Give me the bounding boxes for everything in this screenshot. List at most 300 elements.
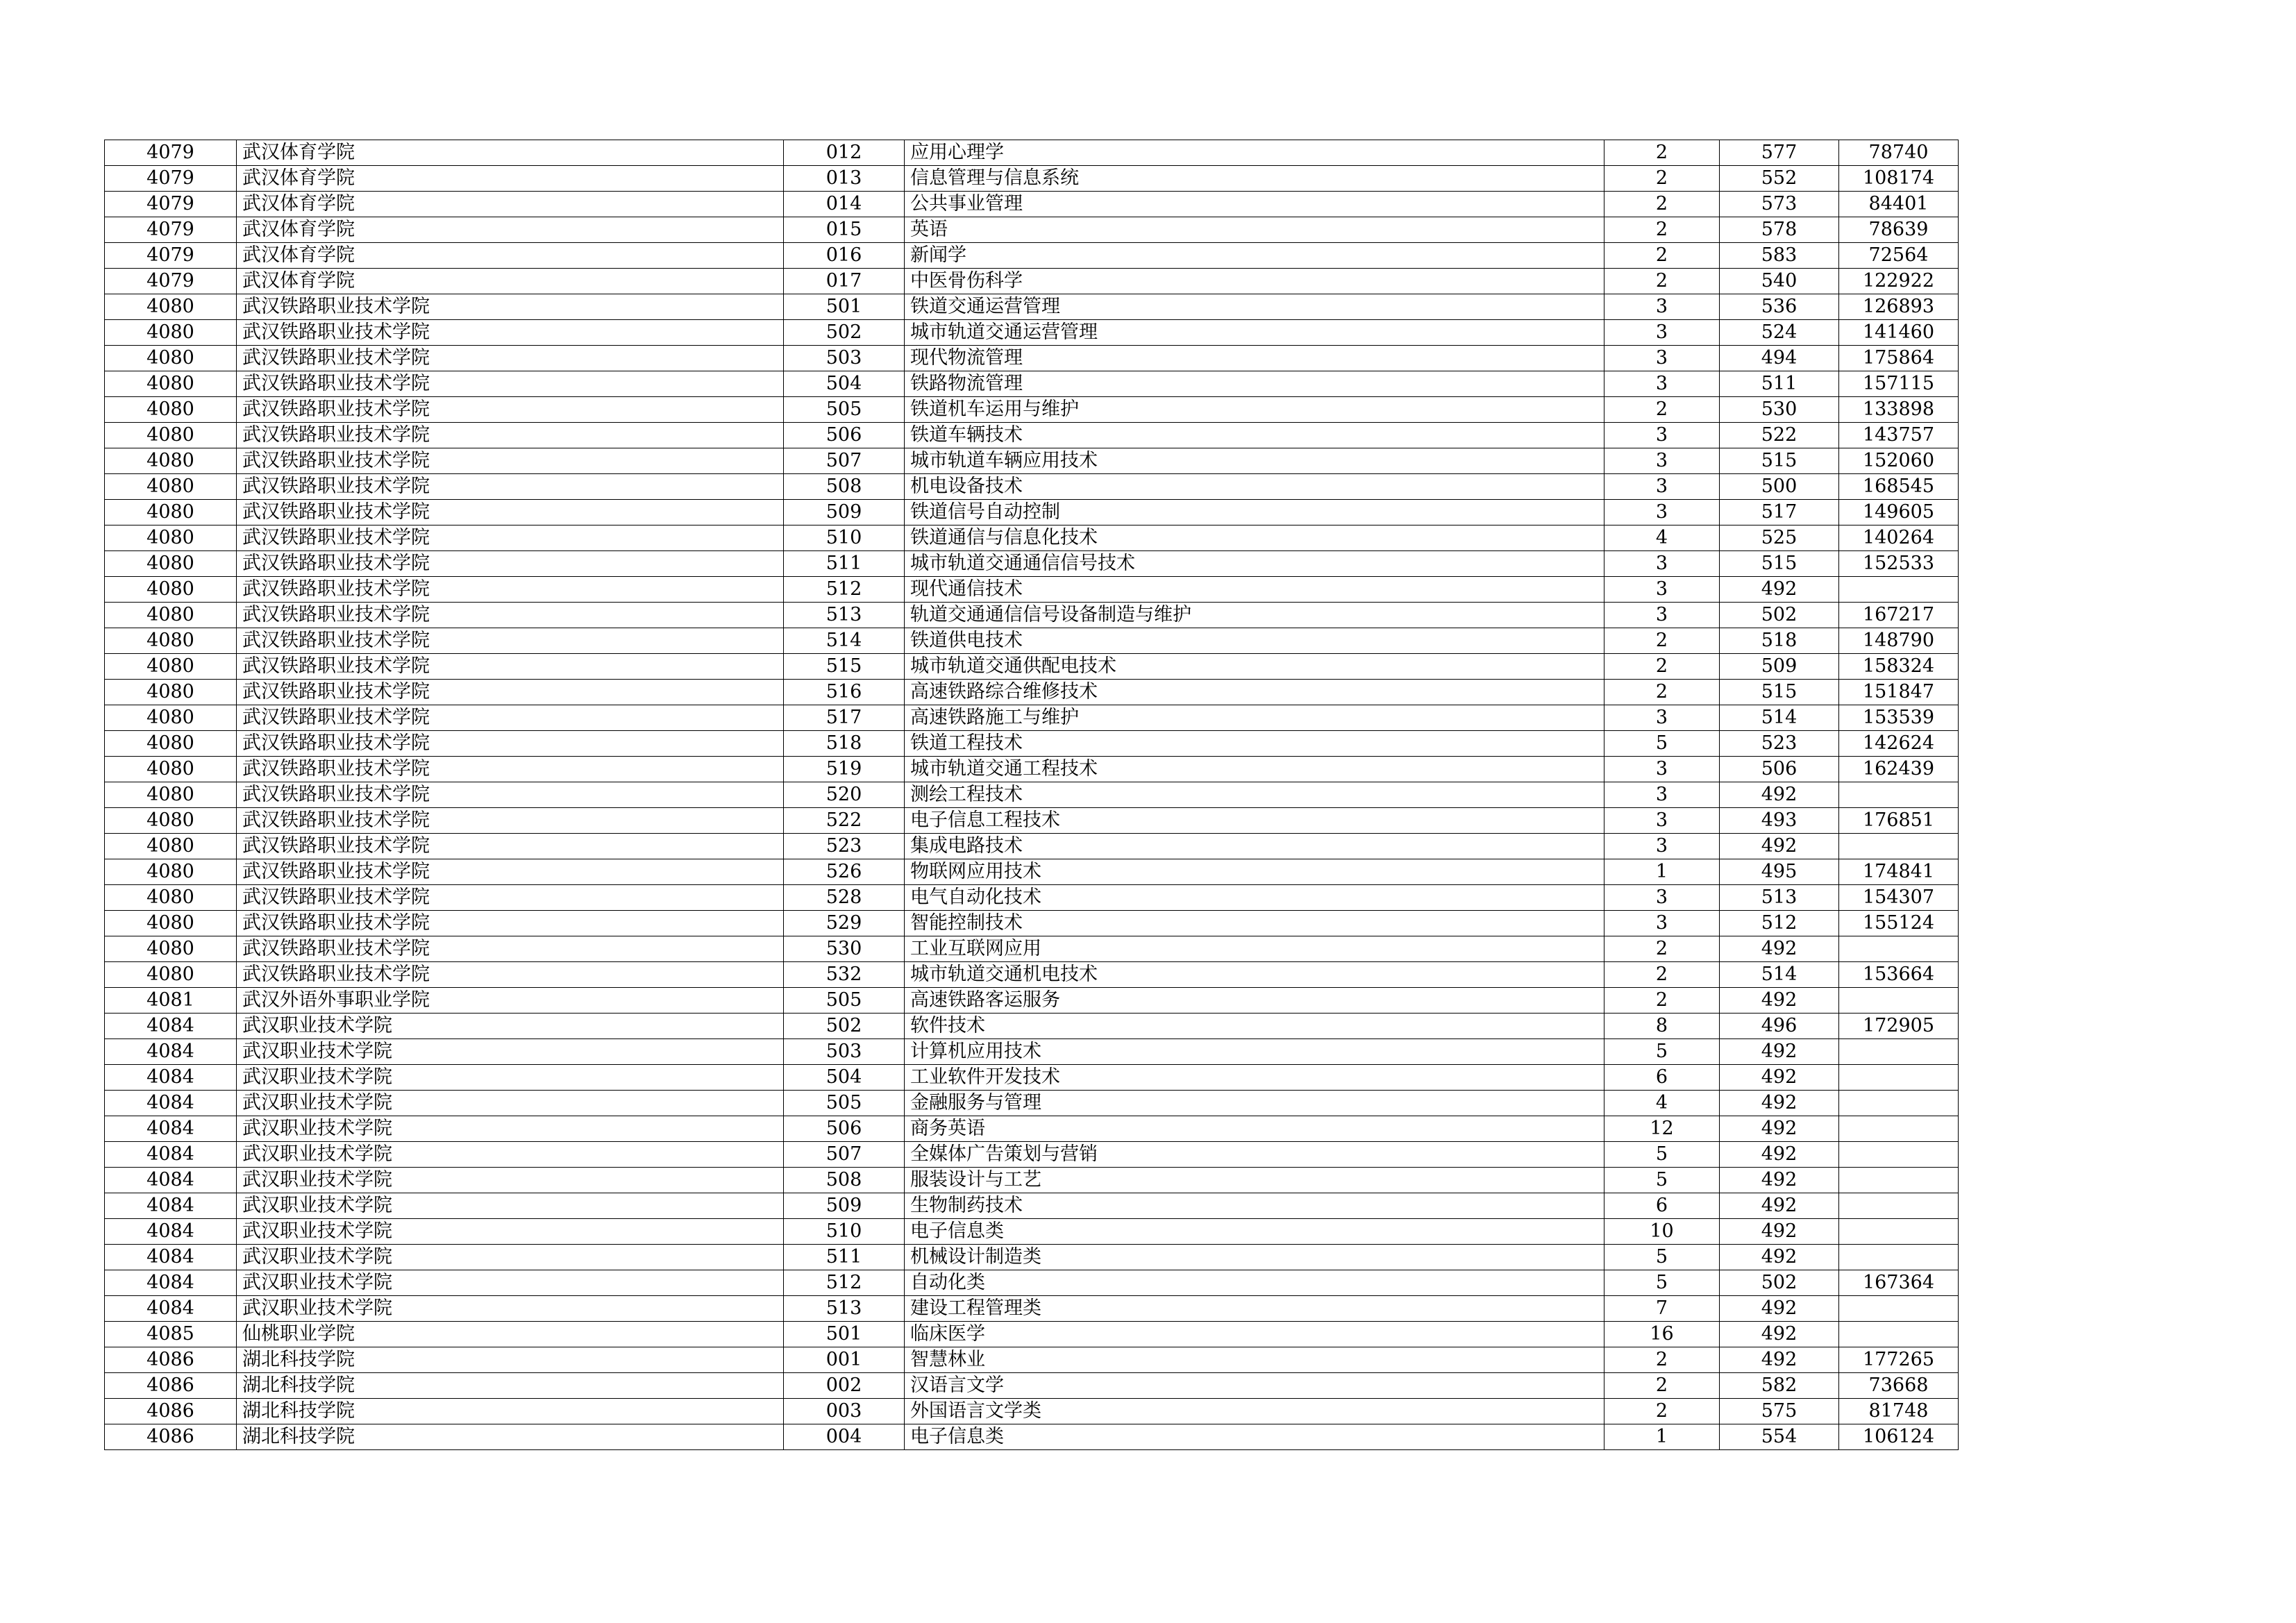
school-name-cell: 武汉铁路职业技术学院 [237, 423, 784, 448]
major-name-cell: 工业互联网应用 [905, 936, 1604, 962]
school-name-cell: 武汉铁路职业技术学院 [237, 936, 784, 962]
min-rank-cell: 175864 [1839, 346, 1959, 371]
table-row [105, 423, 1959, 448]
major-name-cell: 信息管理与信息系统 [905, 166, 1604, 192]
school-name-cell: 武汉铁路职业技术学院 [237, 577, 784, 603]
school-name-cell: 湖北科技学院 [237, 1347, 784, 1373]
table-row [105, 371, 1959, 397]
plan-count-cell: 1 [1604, 859, 1720, 885]
school-name-cell: 湖北科技学院 [237, 1373, 784, 1399]
table-row [105, 243, 1959, 269]
plan-count-cell: 2 [1604, 1347, 1720, 1373]
plan-count-cell: 3 [1604, 500, 1720, 525]
plan-count-cell: 3 [1604, 782, 1720, 808]
plan-count-cell: 2 [1604, 217, 1720, 243]
major-code-cell: 515 [784, 654, 905, 680]
min-rank-cell [1839, 1065, 1959, 1091]
min-score-cell: 502 [1720, 1270, 1839, 1296]
min-rank-cell: 154307 [1839, 885, 1959, 911]
major-code-cell: 522 [784, 808, 905, 834]
plan-count-cell: 4 [1604, 525, 1720, 551]
table-row [105, 474, 1959, 500]
table-row [105, 1245, 1959, 1270]
table-row [105, 397, 1959, 423]
major-code-cell: 509 [784, 500, 905, 525]
school-code-cell: 4086 [105, 1347, 237, 1373]
school-name-cell: 武汉体育学院 [237, 192, 784, 217]
min-rank-cell: 141460 [1839, 320, 1959, 346]
major-name-cell: 城市轨道交通工程技术 [905, 757, 1604, 782]
min-score-cell: 492 [1720, 1091, 1839, 1116]
table-row [105, 525, 1959, 551]
table-row [105, 551, 1959, 577]
plan-count-cell: 10 [1604, 1219, 1720, 1245]
major-code-cell: 505 [784, 1091, 905, 1116]
min-rank-cell: 106124 [1839, 1424, 1959, 1450]
min-rank-cell [1839, 1322, 1959, 1347]
major-code-cell: 501 [784, 1322, 905, 1347]
min-score-cell: 492 [1720, 1065, 1839, 1091]
school-code-cell: 4086 [105, 1399, 237, 1424]
min-score-cell: 495 [1720, 859, 1839, 885]
table-row [105, 1270, 1959, 1296]
min-score-cell: 517 [1720, 500, 1839, 525]
school-name-cell: 湖北科技学院 [237, 1399, 784, 1424]
school-code-cell: 4079 [105, 166, 237, 192]
plan-count-cell: 2 [1604, 1373, 1720, 1399]
plan-count-cell: 5 [1604, 1245, 1720, 1270]
school-name-cell: 武汉铁路职业技术学院 [237, 962, 784, 988]
min-score-cell: 513 [1720, 885, 1839, 911]
school-name-cell: 武汉铁路职业技术学院 [237, 859, 784, 885]
min-rank-cell: 81748 [1839, 1399, 1959, 1424]
table-row [105, 1322, 1959, 1347]
min-rank-cell: 167217 [1839, 603, 1959, 628]
min-rank-cell [1839, 936, 1959, 962]
major-code-cell: 507 [784, 448, 905, 474]
school-code-cell: 4080 [105, 577, 237, 603]
plan-count-cell: 2 [1604, 140, 1720, 166]
school-code-cell: 4080 [105, 500, 237, 525]
table-row [105, 140, 1959, 166]
plan-count-cell: 3 [1604, 320, 1720, 346]
table-row [105, 1039, 1959, 1065]
school-name-cell: 武汉铁路职业技术学院 [237, 731, 784, 757]
table-row [105, 1065, 1959, 1091]
table-row [105, 269, 1959, 294]
major-name-cell: 电子信息工程技术 [905, 808, 1604, 834]
min-score-cell: 530 [1720, 397, 1839, 423]
min-score-cell: 492 [1720, 1116, 1839, 1142]
school-name-cell: 武汉铁路职业技术学院 [237, 808, 784, 834]
school-name-cell: 武汉职业技术学院 [237, 1065, 784, 1091]
table-row [105, 962, 1959, 988]
school-code-cell: 4084 [105, 1168, 237, 1193]
major-code-cell: 002 [784, 1373, 905, 1399]
major-name-cell: 铁道信号自动控制 [905, 500, 1604, 525]
major-name-cell: 应用心理学 [905, 140, 1604, 166]
table-row [105, 294, 1959, 320]
school-name-cell: 仙桃职业学院 [237, 1322, 784, 1347]
min-score-cell: 492 [1720, 1039, 1839, 1065]
plan-count-cell: 3 [1604, 705, 1720, 731]
major-name-cell: 外国语言文学类 [905, 1399, 1604, 1424]
major-code-cell: 517 [784, 705, 905, 731]
min-score-cell: 492 [1720, 1296, 1839, 1322]
school-code-cell: 4084 [105, 1193, 237, 1219]
school-name-cell: 武汉职业技术学院 [237, 1116, 784, 1142]
plan-count-cell: 3 [1604, 603, 1720, 628]
major-name-cell: 商务英语 [905, 1116, 1604, 1142]
major-code-cell: 520 [784, 782, 905, 808]
min-rank-cell: 152060 [1839, 448, 1959, 474]
min-score-cell: 536 [1720, 294, 1839, 320]
major-name-cell: 金融服务与管理 [905, 1091, 1604, 1116]
major-name-cell: 生物制药技术 [905, 1193, 1604, 1219]
school-name-cell: 武汉铁路职业技术学院 [237, 654, 784, 680]
min-rank-cell [1839, 1168, 1959, 1193]
major-code-cell: 505 [784, 397, 905, 423]
table-row [105, 346, 1959, 371]
plan-count-cell: 5 [1604, 731, 1720, 757]
table-row [105, 936, 1959, 962]
major-code-cell: 503 [784, 346, 905, 371]
min-rank-cell [1839, 1245, 1959, 1270]
school-code-cell: 4084 [105, 1296, 237, 1322]
major-name-cell: 自动化类 [905, 1270, 1604, 1296]
school-code-cell: 4080 [105, 551, 237, 577]
school-code-cell: 4084 [105, 1245, 237, 1270]
major-code-cell: 013 [784, 166, 905, 192]
major-name-cell: 轨道交通通信信号设备制造与维护 [905, 603, 1604, 628]
min-score-cell: 509 [1720, 654, 1839, 680]
school-code-cell: 4084 [105, 1142, 237, 1168]
school-code-cell: 4079 [105, 140, 237, 166]
school-code-cell: 4084 [105, 1039, 237, 1065]
min-score-cell: 506 [1720, 757, 1839, 782]
major-name-cell: 汉语言文学 [905, 1373, 1604, 1399]
major-code-cell: 511 [784, 551, 905, 577]
school-code-cell: 4080 [105, 448, 237, 474]
major-code-cell: 501 [784, 294, 905, 320]
school-name-cell: 武汉职业技术学院 [237, 1296, 784, 1322]
major-code-cell: 015 [784, 217, 905, 243]
major-name-cell: 铁道交通运营管理 [905, 294, 1604, 320]
table-row [105, 859, 1959, 885]
major-name-cell: 机电设备技术 [905, 474, 1604, 500]
plan-count-cell: 3 [1604, 294, 1720, 320]
school-name-cell: 湖北科技学院 [237, 1424, 784, 1450]
major-code-cell: 016 [784, 243, 905, 269]
school-code-cell: 4079 [105, 217, 237, 243]
min-rank-cell: 172905 [1839, 1014, 1959, 1039]
min-rank-cell [1839, 834, 1959, 859]
min-score-cell: 492 [1720, 1193, 1839, 1219]
school-name-cell: 武汉职业技术学院 [237, 1193, 784, 1219]
table-row [105, 1168, 1959, 1193]
table-row [105, 1193, 1959, 1219]
min-score-cell: 492 [1720, 988, 1839, 1014]
major-name-cell: 电子信息类 [905, 1219, 1604, 1245]
school-code-cell: 4079 [105, 192, 237, 217]
plan-count-cell: 3 [1604, 808, 1720, 834]
min-rank-cell: 142624 [1839, 731, 1959, 757]
school-name-cell: 武汉职业技术学院 [237, 1039, 784, 1065]
major-code-cell: 001 [784, 1347, 905, 1373]
major-name-cell: 智慧林业 [905, 1347, 1604, 1373]
major-code-cell: 003 [784, 1399, 905, 1424]
school-name-cell: 武汉铁路职业技术学院 [237, 757, 784, 782]
plan-count-cell: 16 [1604, 1322, 1720, 1347]
major-code-cell: 508 [784, 1168, 905, 1193]
major-name-cell: 电子信息类 [905, 1424, 1604, 1450]
major-code-cell: 532 [784, 962, 905, 988]
plan-count-cell: 5 [1604, 1270, 1720, 1296]
plan-count-cell: 3 [1604, 551, 1720, 577]
min-rank-cell [1839, 1219, 1959, 1245]
school-name-cell: 武汉铁路职业技术学院 [237, 680, 784, 705]
plan-count-cell: 6 [1604, 1065, 1720, 1091]
plan-count-cell: 2 [1604, 988, 1720, 1014]
school-name-cell: 武汉铁路职业技术学院 [237, 885, 784, 911]
min-rank-cell: 72564 [1839, 243, 1959, 269]
table-row [105, 1399, 1959, 1424]
table-row [105, 1142, 1959, 1168]
school-name-cell: 武汉体育学院 [237, 140, 784, 166]
min-score-cell: 552 [1720, 166, 1839, 192]
school-code-cell: 4080 [105, 834, 237, 859]
min-score-cell: 514 [1720, 962, 1839, 988]
min-rank-cell [1839, 1091, 1959, 1116]
major-code-cell: 506 [784, 423, 905, 448]
min-rank-cell: 149605 [1839, 500, 1959, 525]
school-name-cell: 武汉铁路职业技术学院 [237, 500, 784, 525]
major-name-cell: 服装设计与工艺 [905, 1168, 1604, 1193]
major-name-cell: 计算机应用技术 [905, 1039, 1604, 1065]
table-row [105, 603, 1959, 628]
min-score-cell: 575 [1720, 1399, 1839, 1424]
school-name-cell: 武汉职业技术学院 [237, 1219, 784, 1245]
school-code-cell: 4079 [105, 269, 237, 294]
school-code-cell: 4086 [105, 1373, 237, 1399]
table-row [105, 1296, 1959, 1322]
min-rank-cell: 143757 [1839, 423, 1959, 448]
table-row [105, 628, 1959, 654]
table-row [105, 448, 1959, 474]
min-score-cell: 522 [1720, 423, 1839, 448]
major-code-cell: 502 [784, 320, 905, 346]
min-rank-cell [1839, 988, 1959, 1014]
plan-count-cell: 2 [1604, 962, 1720, 988]
school-name-cell: 武汉职业技术学院 [237, 1270, 784, 1296]
major-code-cell: 504 [784, 1065, 905, 1091]
min-rank-cell: 162439 [1839, 757, 1959, 782]
school-code-cell: 4080 [105, 885, 237, 911]
min-score-cell: 492 [1720, 1347, 1839, 1373]
school-code-cell: 4080 [105, 680, 237, 705]
min-rank-cell: 167364 [1839, 1270, 1959, 1296]
major-code-cell: 505 [784, 988, 905, 1014]
major-name-cell: 集成电路技术 [905, 834, 1604, 859]
major-name-cell: 智能控制技术 [905, 911, 1604, 936]
min-score-cell: 518 [1720, 628, 1839, 654]
plan-count-cell: 2 [1604, 680, 1720, 705]
table-row [105, 166, 1959, 192]
plan-count-cell: 8 [1604, 1014, 1720, 1039]
min-score-cell: 492 [1720, 1168, 1839, 1193]
school-code-cell: 4086 [105, 1424, 237, 1450]
min-rank-cell: 153539 [1839, 705, 1959, 731]
major-name-cell: 全媒体广告策划与营销 [905, 1142, 1604, 1168]
major-name-cell: 测绘工程技术 [905, 782, 1604, 808]
plan-count-cell: 2 [1604, 192, 1720, 217]
major-code-cell: 502 [784, 1014, 905, 1039]
school-code-cell: 4080 [105, 936, 237, 962]
school-name-cell: 武汉体育学院 [237, 166, 784, 192]
school-code-cell: 4080 [105, 603, 237, 628]
plan-count-cell: 2 [1604, 654, 1720, 680]
school-code-cell: 4080 [105, 757, 237, 782]
plan-count-cell: 6 [1604, 1193, 1720, 1219]
table-body [105, 140, 1959, 1450]
plan-count-cell: 3 [1604, 834, 1720, 859]
major-name-cell: 机械设计制造类 [905, 1245, 1604, 1270]
plan-count-cell: 3 [1604, 577, 1720, 603]
school-code-cell: 4080 [105, 859, 237, 885]
min-rank-cell: 151847 [1839, 680, 1959, 705]
plan-count-cell: 5 [1604, 1039, 1720, 1065]
table-row [105, 680, 1959, 705]
table-row [105, 1424, 1959, 1450]
plan-count-cell: 3 [1604, 885, 1720, 911]
school-code-cell: 4080 [105, 628, 237, 654]
min-score-cell: 582 [1720, 1373, 1839, 1399]
min-score-cell: 523 [1720, 731, 1839, 757]
major-name-cell: 中医骨伤科学 [905, 269, 1604, 294]
major-name-cell: 现代通信技术 [905, 577, 1604, 603]
school-name-cell: 武汉铁路职业技术学院 [237, 294, 784, 320]
min-rank-cell [1839, 1116, 1959, 1142]
min-rank-cell [1839, 782, 1959, 808]
table-row [105, 500, 1959, 525]
school-code-cell: 4084 [105, 1065, 237, 1091]
school-name-cell: 武汉职业技术学院 [237, 1168, 784, 1193]
major-name-cell: 城市轨道车辆应用技术 [905, 448, 1604, 474]
min-score-cell: 554 [1720, 1424, 1839, 1450]
major-name-cell: 公共事业管理 [905, 192, 1604, 217]
school-name-cell: 武汉职业技术学院 [237, 1014, 784, 1039]
school-code-cell: 4081 [105, 988, 237, 1014]
plan-count-cell: 3 [1604, 911, 1720, 936]
major-code-cell: 529 [784, 911, 905, 936]
min-score-cell: 583 [1720, 243, 1839, 269]
school-code-cell: 4080 [105, 962, 237, 988]
major-code-cell: 530 [784, 936, 905, 962]
min-score-cell: 492 [1720, 1245, 1839, 1270]
min-rank-cell: 168545 [1839, 474, 1959, 500]
major-code-cell: 504 [784, 371, 905, 397]
plan-count-cell: 3 [1604, 757, 1720, 782]
table-row [105, 1091, 1959, 1116]
school-code-cell: 4080 [105, 654, 237, 680]
min-score-cell: 502 [1720, 603, 1839, 628]
school-name-cell: 武汉铁路职业技术学院 [237, 448, 784, 474]
major-name-cell: 铁道通信与信息化技术 [905, 525, 1604, 551]
min-rank-cell: 84401 [1839, 192, 1959, 217]
table-row [105, 1373, 1959, 1399]
min-rank-cell [1839, 1039, 1959, 1065]
major-name-cell: 城市轨道交通运营管理 [905, 320, 1604, 346]
school-code-cell: 4080 [105, 294, 237, 320]
min-score-cell: 492 [1720, 577, 1839, 603]
major-code-cell: 014 [784, 192, 905, 217]
school-code-cell: 4080 [105, 705, 237, 731]
school-code-cell: 4080 [105, 320, 237, 346]
plan-count-cell: 2 [1604, 936, 1720, 962]
major-name-cell: 物联网应用技术 [905, 859, 1604, 885]
plan-count-cell: 2 [1604, 166, 1720, 192]
major-name-cell: 软件技术 [905, 1014, 1604, 1039]
major-code-cell: 516 [784, 680, 905, 705]
plan-count-cell: 3 [1604, 346, 1720, 371]
school-code-cell: 4080 [105, 911, 237, 936]
major-name-cell: 现代物流管理 [905, 346, 1604, 371]
major-code-cell: 507 [784, 1142, 905, 1168]
table-row [105, 808, 1959, 834]
major-code-cell: 017 [784, 269, 905, 294]
min-rank-cell: 158324 [1839, 654, 1959, 680]
school-code-cell: 4084 [105, 1219, 237, 1245]
major-name-cell: 英语 [905, 217, 1604, 243]
plan-count-cell: 5 [1604, 1168, 1720, 1193]
min-rank-cell [1839, 1296, 1959, 1322]
school-code-cell: 4080 [105, 808, 237, 834]
min-rank-cell: 140264 [1839, 525, 1959, 551]
school-name-cell: 武汉铁路职业技术学院 [237, 371, 784, 397]
major-code-cell: 519 [784, 757, 905, 782]
table-row [105, 320, 1959, 346]
table-row [105, 1347, 1959, 1373]
min-rank-cell: 133898 [1839, 397, 1959, 423]
major-name-cell: 工业软件开发技术 [905, 1065, 1604, 1091]
min-score-cell: 500 [1720, 474, 1839, 500]
school-name-cell: 武汉职业技术学院 [237, 1142, 784, 1168]
table-row [105, 217, 1959, 243]
school-name-cell: 武汉外语外事职业学院 [237, 988, 784, 1014]
school-name-cell: 武汉铁路职业技术学院 [237, 474, 784, 500]
min-rank-cell [1839, 1193, 1959, 1219]
table-row [105, 911, 1959, 936]
major-code-cell: 503 [784, 1039, 905, 1065]
major-code-cell: 509 [784, 1193, 905, 1219]
min-score-cell: 492 [1720, 936, 1839, 962]
major-name-cell: 城市轨道交通供配电技术 [905, 654, 1604, 680]
school-name-cell: 武汉铁路职业技术学院 [237, 525, 784, 551]
plan-count-cell: 2 [1604, 269, 1720, 294]
plan-count-cell: 5 [1604, 1142, 1720, 1168]
min-rank-cell: 148790 [1839, 628, 1959, 654]
school-code-cell: 4080 [105, 525, 237, 551]
plan-count-cell: 2 [1604, 397, 1720, 423]
min-score-cell: 492 [1720, 1219, 1839, 1245]
min-score-cell: 492 [1720, 1142, 1839, 1168]
major-name-cell: 高速铁路施工与维护 [905, 705, 1604, 731]
min-score-cell: 511 [1720, 371, 1839, 397]
major-code-cell: 510 [784, 1219, 905, 1245]
major-code-cell: 513 [784, 603, 905, 628]
min-rank-cell: 177265 [1839, 1347, 1959, 1373]
min-score-cell: 492 [1720, 782, 1839, 808]
